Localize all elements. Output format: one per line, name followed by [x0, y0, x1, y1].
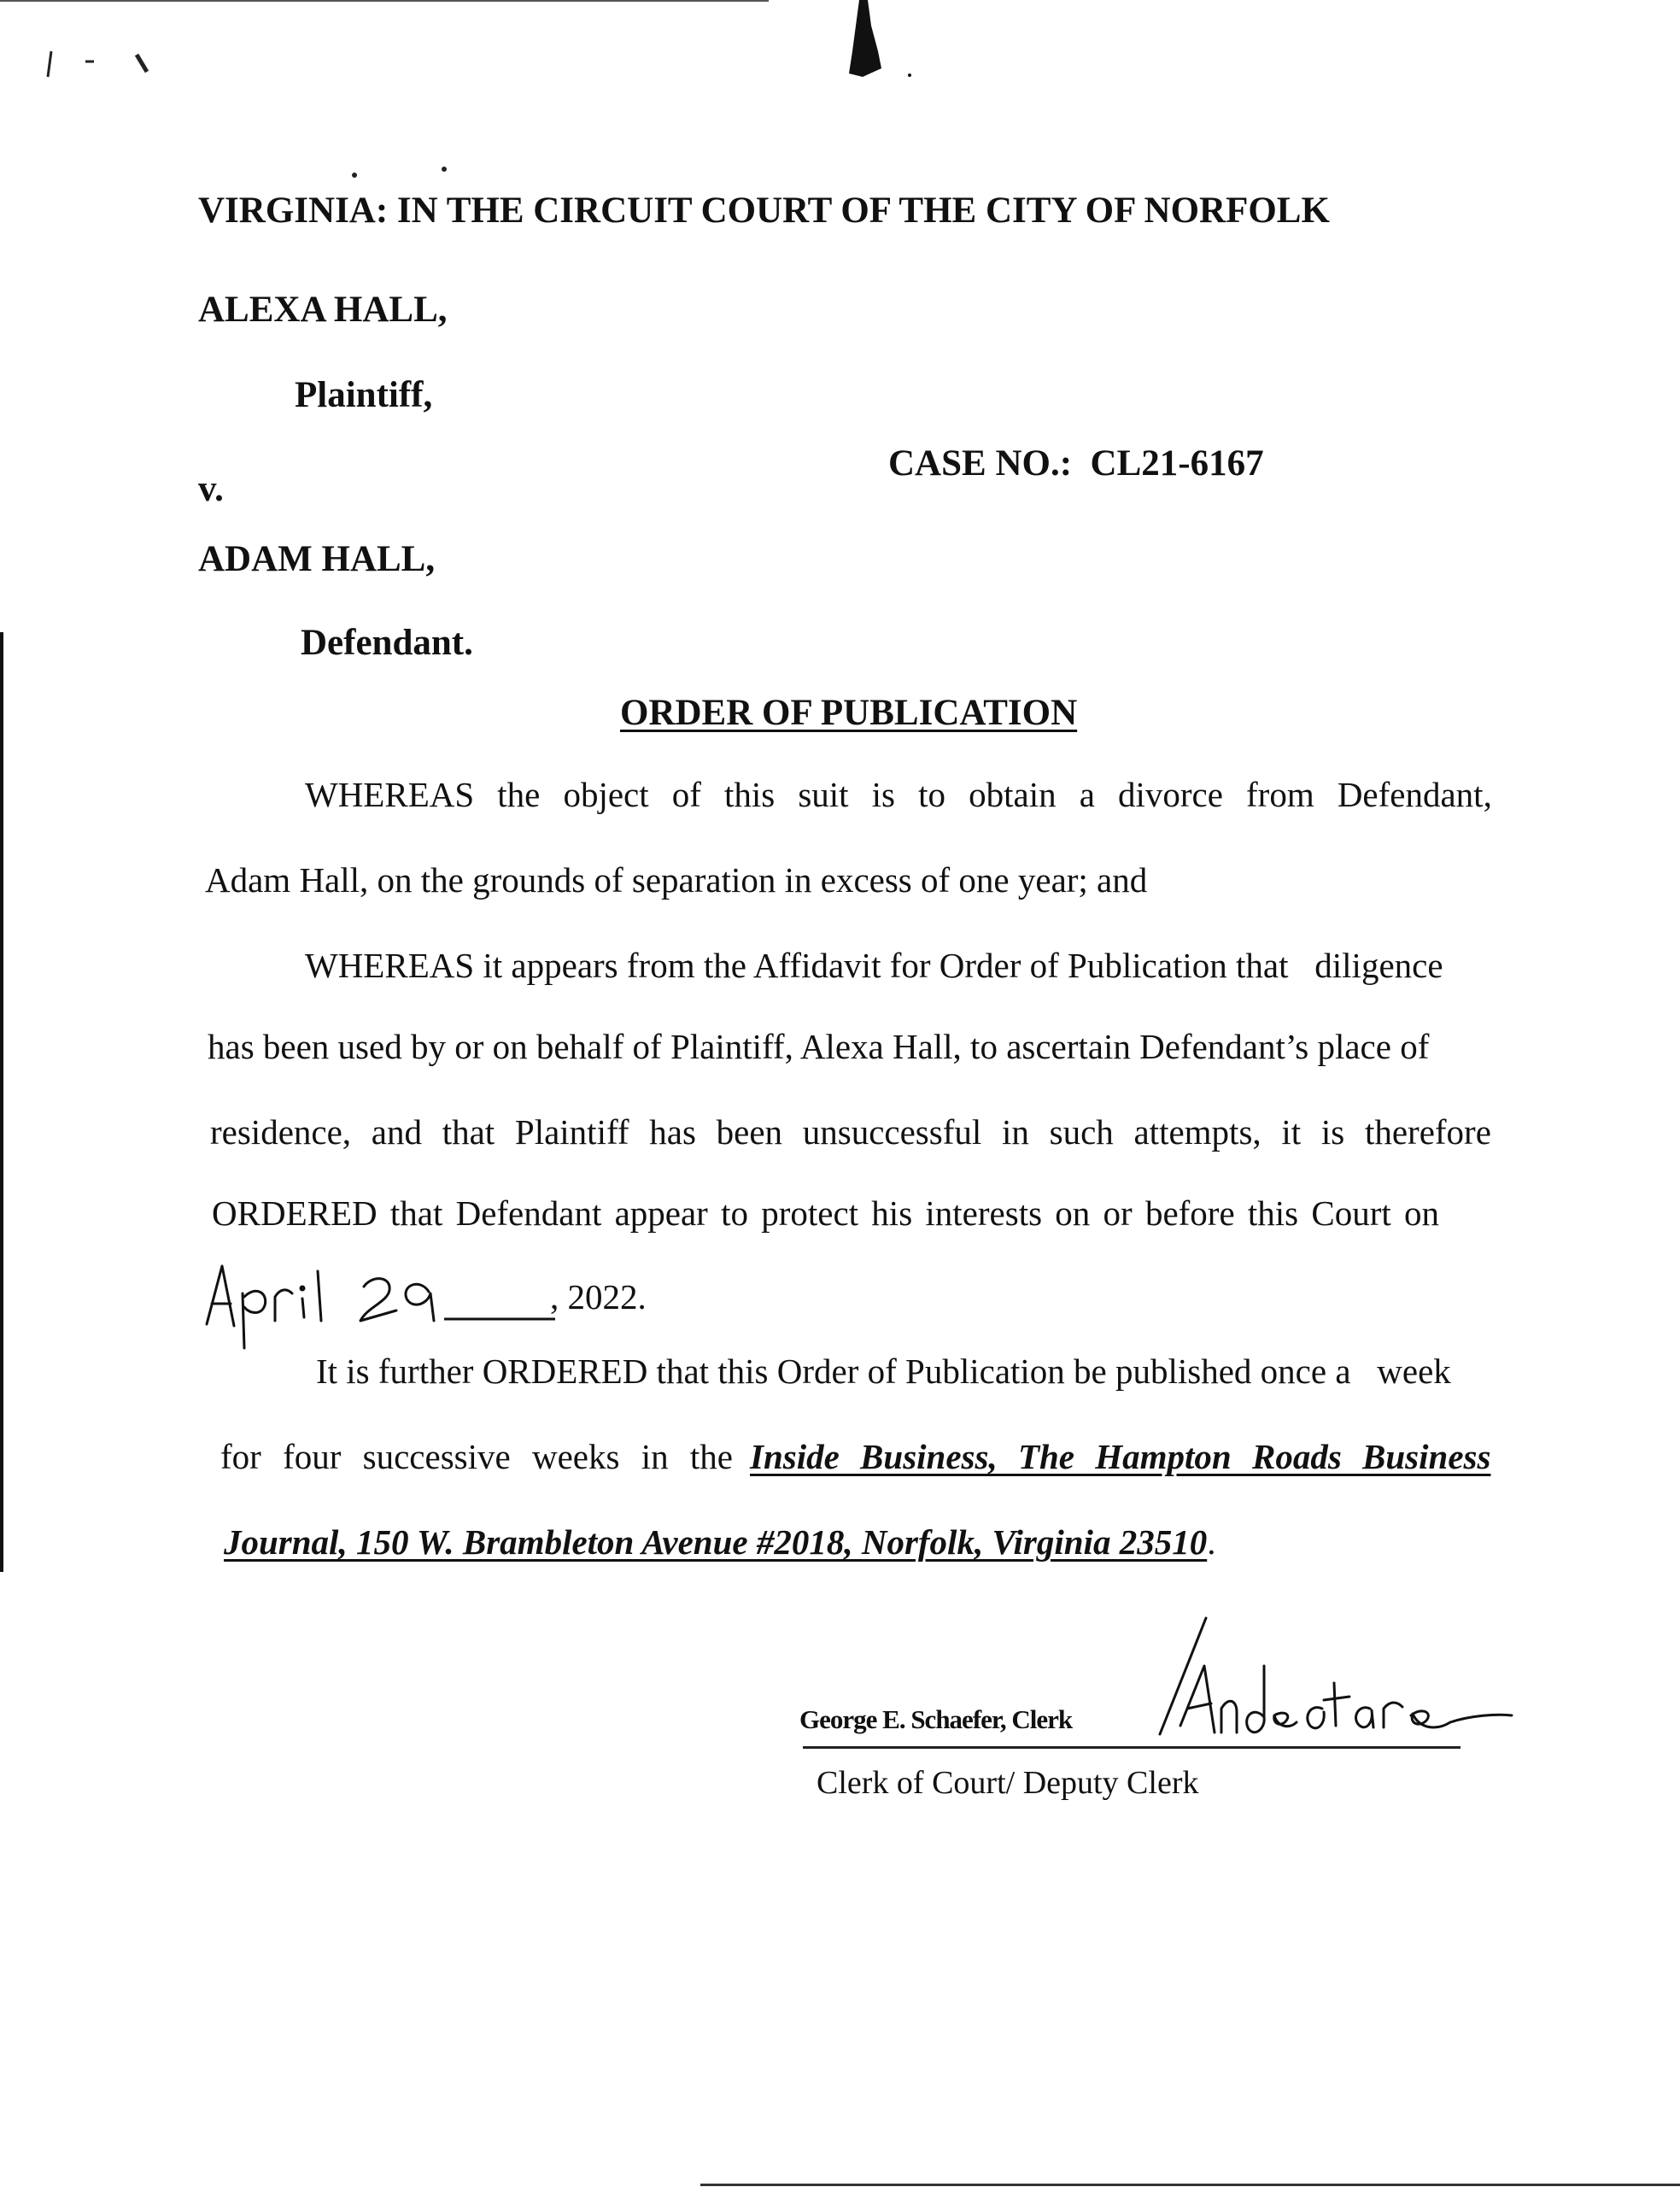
- para3-line1: It is further ORDERED that this Order of Publication be published once a week: [316, 1351, 1451, 1391]
- plaintiff-role: Plaintiff,: [295, 375, 433, 415]
- para1-line1: WHEREAS the object of this suit is to obtain a divorce from Defendant,: [305, 775, 1492, 814]
- versus: v.: [198, 469, 224, 509]
- para2-line2: has been used by or on behalf of Plaintiff, Alexa Hall, to ascertain Defendant’s place of: [208, 1027, 1430, 1066]
- case-number-block: [888, 443, 1264, 484]
- plaintiff-name: ALEXA HALL,: [198, 290, 448, 330]
- signature-caption: Clerk of Court/ Deputy Clerk: [817, 1765, 1199, 1801]
- scan-left-edge: [0, 632, 3, 1572]
- document-title: ORDER OF PUBLICATION: [620, 693, 1078, 733]
- scan-specks: [43, 43, 470, 188]
- defendant-name: ADAM HALL,: [198, 539, 436, 579]
- scan-binder-mark: [837, 0, 940, 85]
- handwritten-date: [196, 1254, 572, 1357]
- court-heading: VIRGINIA: IN THE CIRCUIT COURT OF THE CITY OF NORFOLK: [198, 191, 1330, 231]
- case-number-label: CASE NO.:: [888, 443, 1073, 484]
- publication-name-part2: Journal, 150 W. Brambleton Avenue #2018, Norfolk, Virginia 23510: [224, 1522, 1208, 1562]
- scan-top-rule: [0, 0, 769, 2]
- para1-line2: Adam Hall, on the grounds of separation in excess of one year; and: [205, 860, 1148, 900]
- clerk-handwritten-signature: [1155, 1615, 1513, 1751]
- case-number: CL21-6167: [1090, 443, 1264, 484]
- para2-line4: ORDERED that Defendant appear to protect his interests on or before this Court on: [212, 1193, 1440, 1233]
- para3-line3: Journal, 150 W. Brambleton Avenue #2018, Norfolk, Virginia 23510.: [224, 1522, 1216, 1562]
- defendant-role: Defendant.: [301, 623, 473, 663]
- para2-line1: WHEREAS it appears from the Affidavit for Order of Publication that diligence: [305, 946, 1443, 985]
- date-year: , 2022.: [550, 1277, 647, 1316]
- para2-line3: residence, and that Plaintiff has been unsuccessful in such attempts, it is therefore: [210, 1112, 1491, 1152]
- signature-line: [803, 1746, 1460, 1749]
- publication-name-part1: Inside Business, The Hampton Roads Business: [750, 1437, 1491, 1476]
- clerk-stamp: George E. Schaefer, Clerk: [799, 1704, 1073, 1734]
- scan-bottom-rule: [700, 2184, 1680, 2186]
- para3-line2: for four successive weeks in the Inside Business, The Hampton Roads Business: [220, 1437, 1491, 1476]
